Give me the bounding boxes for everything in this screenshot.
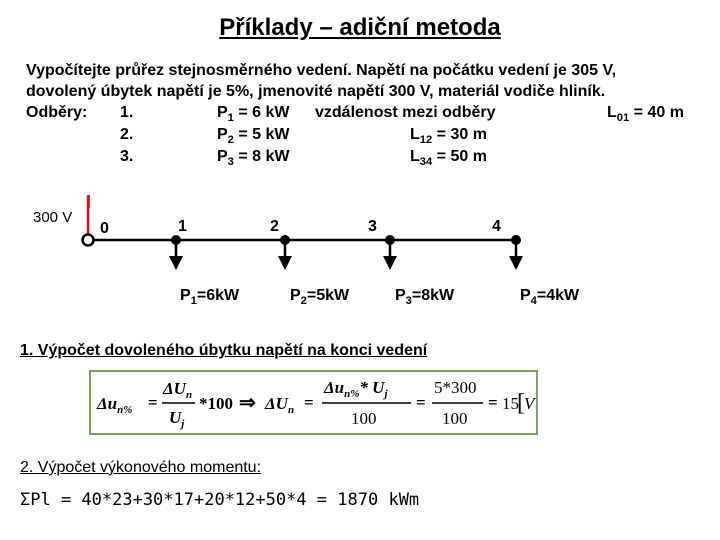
- distance-label: vzdálenost mezi odběry: [315, 104, 496, 121]
- formula-frac3-num: 5*300: [434, 378, 477, 397]
- problem-line-2: dovolený úbytek napětí je 5%, jmenovité napětí 300 V, materiál vodiče hliník.: [26, 83, 606, 100]
- page-title: Příklady – adiční metoda: [219, 14, 501, 41]
- node-0-terminal: [83, 235, 94, 246]
- node-1-label: 1: [178, 218, 187, 235]
- current-label: I: [86, 192, 92, 212]
- formula-unit-bracket-open: [: [517, 390, 525, 416]
- node-4-label: 4: [492, 218, 501, 235]
- step-2-heading: 2. Výpočet výkonového momentu:: [20, 459, 262, 476]
- load-row-3-length: $L_{34} = 50$ m: [410, 148, 487, 169]
- load-row-3-num: 3.: [120, 148, 134, 165]
- formula-equals-2: =: [304, 393, 314, 412]
- formula-frac2-den: 100: [351, 409, 377, 428]
- formula-equals-4: =: [488, 393, 498, 412]
- formula-frac1-den: $U_j$: [169, 408, 185, 430]
- load-3-label: $P_3=8kW$: [395, 287, 455, 308]
- voltage-drop-formula: [91, 372, 536, 433]
- node-3-label: 3: [368, 218, 377, 235]
- load-row-1-power: $P_1 = 6$ kW: [217, 104, 290, 125]
- load-1-label: $P_1=6kW$: [180, 287, 240, 308]
- formula-frac2-num: $\Delta u_{n\%}*$ $U_j$: [324, 378, 388, 400]
- formula-frac3-den: 100: [442, 409, 468, 428]
- load-4-arrow: [509, 256, 523, 270]
- power-moment-equation: ΣPl = 40*23+30*17+20*12+50*4 = 1870 kWm: [20, 490, 420, 510]
- formula-times100: *100: [199, 394, 233, 413]
- load-row-2-length: $L_{12} = 30$ m: [410, 126, 487, 147]
- node-2-label: 2: [270, 218, 279, 235]
- formula-arrow: ⇒: [239, 392, 256, 414]
- formula-unit: V: [524, 394, 535, 413]
- load-3-arrow: [383, 256, 397, 270]
- node-0-label: 0: [100, 220, 109, 237]
- load-row-2-num: 2.: [120, 126, 134, 143]
- formula-result: 15: [502, 394, 519, 413]
- step-1-heading: 1. Výpočet dovoleného úbytku napětí na konci vedení: [20, 342, 428, 359]
- formula-frac1-num: $\Delta U_n$: [163, 379, 193, 401]
- formula-du: $\Delta U_n$: [265, 394, 295, 416]
- formula-equals-1: =: [148, 393, 158, 412]
- load-row-1-num: 1.: [120, 104, 134, 121]
- formula-lhs: $\Delta u_{n\%}$: [97, 394, 133, 416]
- load-row-2-power: $P_2 = 5$ kW: [217, 126, 290, 147]
- problem-line-1: Vypočítejte průřez stejnosměrného vedení. Napětí na počátku vedení je 305 V,: [26, 62, 617, 79]
- formula-box: [89, 370, 538, 435]
- formula-equals-3: =: [416, 393, 426, 412]
- load-row-3-power: $P_3 = 8$ kW: [217, 148, 290, 169]
- load-2-arrow: [278, 256, 292, 270]
- load-row-1-length: $L_{01} = 40$ m: [607, 104, 684, 125]
- load-1-arrow: [169, 256, 183, 270]
- load-4-label: $P_4=4kW$: [520, 287, 580, 308]
- loads-label: Odběry:: [26, 104, 88, 121]
- load-2-label: $P_2=5kW$: [290, 287, 350, 308]
- source-voltage-label: 300 V: [33, 209, 73, 226]
